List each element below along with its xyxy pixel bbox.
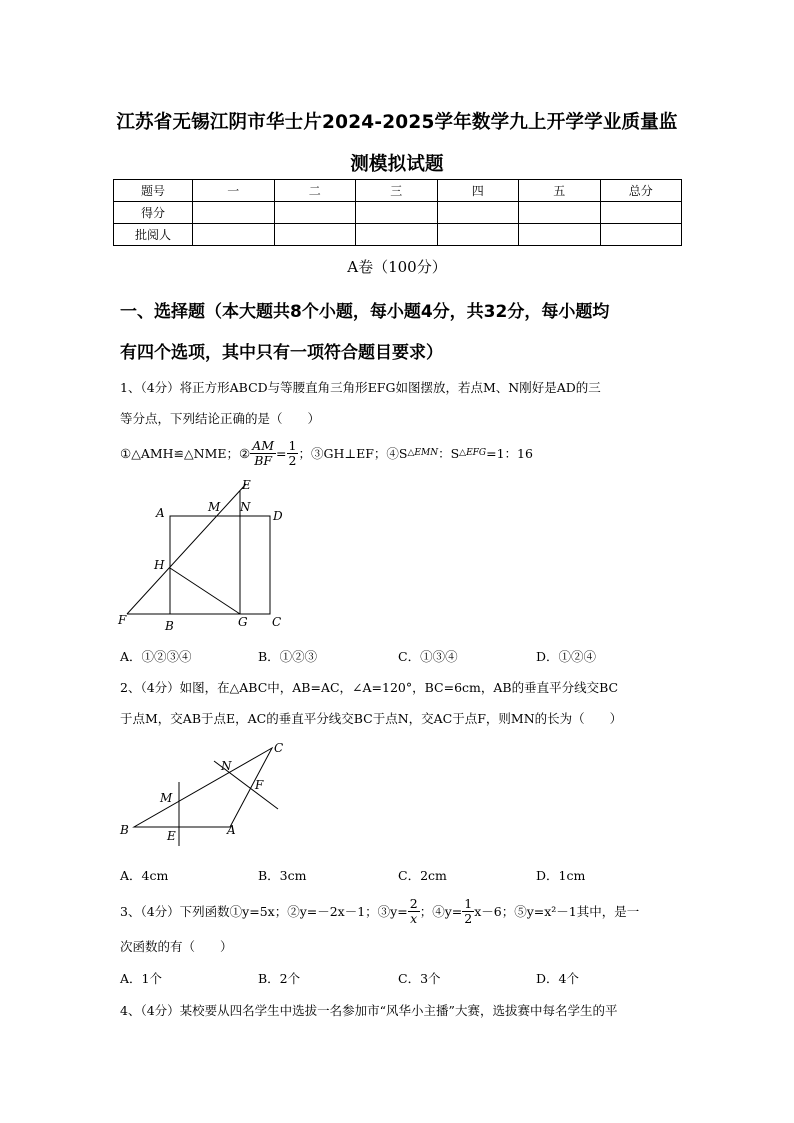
section-heading-line2: 有四个选项，其中只有一项符合题目要求）: [120, 343, 443, 363]
score-cell[interactable]: [193, 202, 275, 224]
score-table-header: 三: [356, 180, 438, 202]
q1-stmt-d: =1：16: [486, 446, 533, 461]
q4-text-line1: 4、（4分）某校要从四名学生中选拔一名参加市“风华小主播”大赛，选拔赛中每名学生的平: [120, 1003, 618, 1018]
subscript: △EMN: [407, 448, 439, 458]
q2-text-line2: 于点M，交AB于点E，AC的垂直平分线交BC于点N，交AC于点F，则MN的长为（ ）: [120, 711, 623, 726]
label-B: B: [165, 619, 174, 633]
q2-option-d[interactable]: D．1cm: [536, 868, 586, 883]
frac-numerator: 1: [464, 895, 473, 911]
label-N: N: [221, 759, 232, 773]
score-table: [113, 179, 682, 246]
label-C: C: [272, 615, 282, 629]
q3-option-d[interactable]: D．4个: [536, 971, 579, 986]
label-C: C: [274, 741, 284, 755]
q3-option-a[interactable]: A．1个: [120, 971, 162, 986]
score-table-header: 总分: [600, 180, 682, 202]
q2-option-b[interactable]: B．3cm: [258, 868, 307, 883]
frac-denominator: 2: [464, 910, 473, 926]
q3-mid: ；④y=: [419, 904, 463, 919]
label-B: B: [120, 823, 129, 837]
score-cell[interactable]: [356, 224, 438, 246]
q1-stmt-a: ①△AMH≌△NME；②: [120, 446, 251, 461]
score-cell[interactable]: [193, 224, 275, 246]
q2-option-c[interactable]: C．2cm: [398, 868, 447, 883]
label-H: H: [154, 558, 165, 572]
q1-fraction-am-bf: [250, 439, 276, 468]
triangle-abc: [134, 748, 272, 827]
score-cell[interactable]: [437, 202, 519, 224]
equals-sign: =: [276, 445, 287, 461]
label-M: M: [160, 791, 173, 805]
frac-denominator: x: [410, 910, 418, 926]
q3-text-line1: [120, 890, 639, 932]
score-table-header: 题号: [114, 180, 193, 202]
score-cell[interactable]: [274, 224, 356, 246]
document-title-line2: 测模拟试题: [350, 154, 444, 175]
volume-title: A卷（100分）: [347, 258, 447, 276]
q1-fraction-one-half: [287, 439, 299, 468]
q3-post: x－6；⑤y=x²－1其中，是一: [474, 904, 640, 919]
label-N: N: [240, 500, 251, 514]
label-G: G: [238, 615, 248, 629]
q3-pre: 3、（4分）下列函数①y=5x；②y=－2x－1；③y=: [120, 904, 408, 919]
section-heading-line1: 一、选择题（本大题共8个小题，每小题4分，共32分，每小题均: [120, 302, 610, 322]
q2-option-a[interactable]: A．4cm: [120, 868, 169, 883]
label-F: F: [118, 613, 127, 627]
q1-statements: [120, 432, 533, 474]
q2-triangle-figure: [112, 736, 312, 848]
score-table-header: 二: [274, 180, 356, 202]
q1-option-a[interactable]: A．①②③④: [120, 649, 192, 664]
q1-option-c[interactable]: C．①③④: [398, 649, 458, 664]
q1-stmt-c: ：S: [438, 446, 460, 461]
score-row-label: 批阅人: [114, 224, 193, 246]
square-abcd: [170, 516, 270, 614]
score-cell[interactable]: [437, 224, 519, 246]
q1-stmt-b: ；③GH⊥EF；④S: [298, 446, 408, 461]
frac-denominator: 2: [288, 452, 297, 468]
score-table-header: 一: [193, 180, 275, 202]
frac-denominator: BF: [254, 452, 273, 468]
q1-text-line1: 1、（4分）将正方形ABCD与等腰直角三角形EFG如图摆放，若点M、N刚好是AD的三: [120, 380, 601, 395]
score-table-header-row: [114, 180, 682, 202]
frac-numerator: AM: [252, 437, 275, 453]
q2-text-line1: 2、（4分）如图，在△ABC中，AB=AC，∠A=120°，BC=6cm，AB的垂直平分线交BC: [120, 680, 619, 695]
segment-hg: [170, 568, 240, 614]
q1-option-b[interactable]: B．①②③: [258, 649, 318, 664]
q3-option-c[interactable]: C．3个: [398, 971, 441, 986]
label-A: A: [156, 506, 165, 520]
label-D: D: [273, 509, 283, 523]
document-title-line1: 江苏省无锡江阴市华士片2024-2025学年数学九上开学学业质量监: [116, 112, 678, 133]
label-E: E: [242, 478, 251, 492]
q3-option-b[interactable]: B．2个: [258, 971, 301, 986]
score-table-row: [114, 224, 682, 246]
label-F: F: [255, 778, 264, 792]
score-cell[interactable]: [519, 202, 601, 224]
score-cell[interactable]: [274, 202, 356, 224]
score-table-header: 五: [519, 180, 601, 202]
score-cell[interactable]: [600, 224, 682, 246]
score-row-label: 得分: [114, 202, 193, 224]
segment-fe: [127, 484, 246, 614]
label-M: M: [208, 500, 221, 514]
q1-geometry-figure: [112, 474, 312, 636]
score-cell[interactable]: [600, 202, 682, 224]
label-E: E: [167, 829, 176, 843]
subscript: △EFG: [459, 448, 487, 458]
q1-text-line2: 等分点，下列结论正确的是（ ）: [120, 411, 321, 426]
score-cell[interactable]: [356, 202, 438, 224]
score-cell[interactable]: [519, 224, 601, 246]
score-table-row: [114, 202, 682, 224]
label-A: A: [227, 823, 236, 837]
frac-numerator: 2: [409, 895, 418, 911]
frac-numerator: 1: [288, 437, 297, 453]
q3-fraction-2-over-x: [408, 897, 420, 926]
q1-option-d[interactable]: D．①②④: [536, 649, 597, 664]
score-table-header: 四: [437, 180, 519, 202]
q3-fraction-one-half: [462, 897, 474, 926]
q3-text-line2: 次函数的有（ ）: [120, 939, 233, 954]
